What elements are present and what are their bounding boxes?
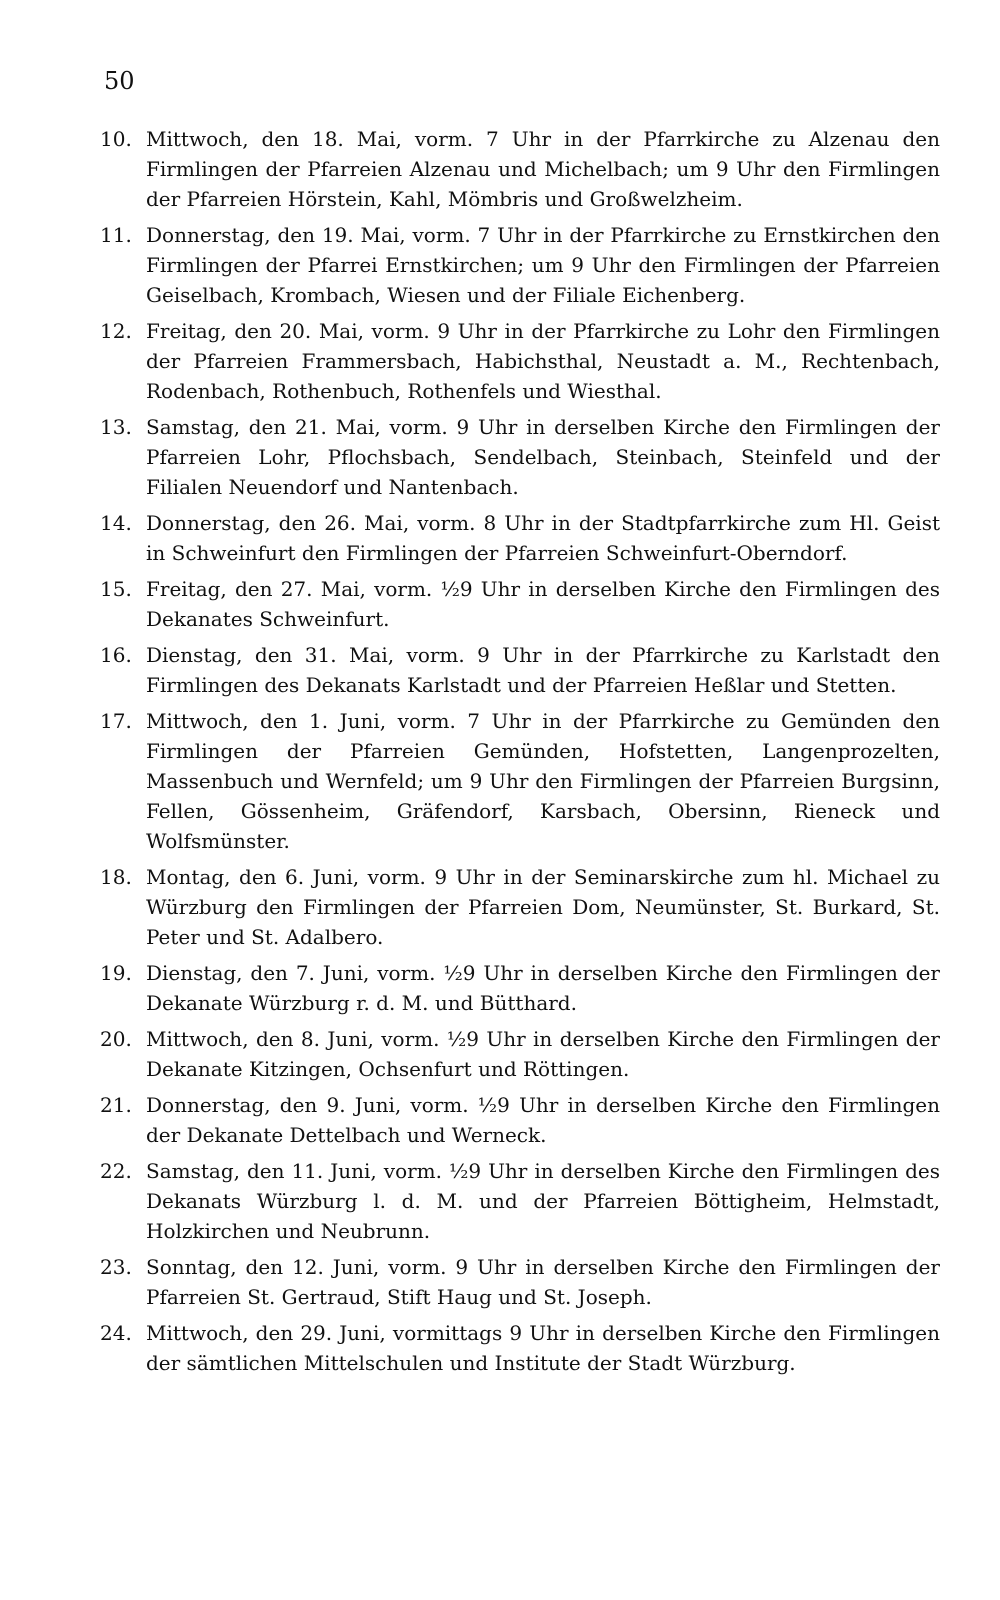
entry-number: 23. <box>100 1255 132 1279</box>
entry-text: Sonntag, den 12. Juni, vorm. 9 Uhr in derselben Kirche den Firmlingen der Pfarreien St. Gertraud, Stift Haug und St. Joseph. <box>146 1255 940 1309</box>
entry-number: 14. <box>100 511 132 535</box>
entry-number: 10. <box>100 127 132 151</box>
schedule-entry <box>100 1156 940 1246</box>
entry-number: 22. <box>100 1159 132 1183</box>
schedule-entry <box>100 1318 940 1378</box>
schedule-entry <box>100 1024 940 1084</box>
entry-text: Montag, den 6. Juni, vorm. 9 Uhr in der Seminarskirche zum hl. Michael zu Würzburg den Firmlingen der Pfarreien Dom, Neumünster, St. Burkard, St. Peter und St. Adalbero. <box>146 865 940 949</box>
schedule-entry <box>100 640 940 700</box>
schedule-entry <box>100 124 940 214</box>
entry-number: 20. <box>100 1027 132 1051</box>
entry-number: 12. <box>100 319 132 343</box>
entry-text: Mittwoch, den 8. Juni, vorm. ½9 Uhr in derselben Kirche den Firmlingen der Dekanate Kitzingen, Ochsenfurt und Röttingen. <box>146 1027 940 1081</box>
entry-number: 18. <box>100 865 132 889</box>
entry-text: Donnerstag, den 9. Juni, vorm. ½9 Uhr in derselben Kirche den Firmlingen der Dekanate Dettelbach und Werneck. <box>146 1093 940 1147</box>
entry-number: 17. <box>100 709 132 733</box>
entry-text: Samstag, den 11. Juni, vorm. ½9 Uhr in derselben Kirche den Firmlingen des Dekanats Würzburg l. d. M. und der Pfarreien Böttigheim, Helmstadt, Holzkirchen und Neubrunn. <box>146 1159 940 1243</box>
schedule-entry <box>100 316 940 406</box>
entry-number: 13. <box>100 415 132 439</box>
entry-text: Freitag, den 27. Mai, vorm. ½9 Uhr in derselben Kirche den Firmlingen des Dekanates Schweinfurt. <box>146 577 940 631</box>
schedule-entry <box>100 958 940 1018</box>
schedule-entry <box>100 574 940 634</box>
schedule-entry <box>100 220 940 310</box>
schedule-entry <box>100 862 940 952</box>
page-number: 50 <box>104 67 135 95</box>
entry-number: 21. <box>100 1093 132 1117</box>
entry-text: Donnerstag, den 26. Mai, vorm. 8 Uhr in der Stadtpfarrkirche zum Hl. Geist in Schweinfurt den Firmlingen der Pfarreien Schweinfurt-Oberndorf. <box>146 511 940 565</box>
entry-text: Mittwoch, den 18. Mai, vorm. 7 Uhr in der Pfarrkirche zu Alzenau den Firmlingen der Pfarreien Alzenau und Michelbach; um 9 Uhr den Firmlingen der Pfarreien Hörstein, Kahl, Mömbris und Großwelzheim. <box>146 127 940 211</box>
entry-text: Mittwoch, den 1. Juni, vorm. 7 Uhr in der Pfarrkirche zu Gemünden den Firmlingen der Pfarreien Gemünden, Hofstetten, Langenprozelten, Massenbuch und Wernfeld; um 9 Uhr den Firmlingen der Pfarreien Burgsinn, Fellen, Gössenheim, Gräfendorf, Karsbach, Obersinn, Rieneck und Wolfsmünster. <box>146 709 940 853</box>
entry-number: 15. <box>100 577 132 601</box>
entry-text: Freitag, den 20. Mai, vorm. 9 Uhr in der Pfarrkirche zu Lohr den Firmlingen der Pfarreien Frammersbach, Habichsthal, Neustadt a. M., Rechtenbach, Rodenbach, Rothenbuch, Rothenfels und Wiesthal. <box>146 319 940 403</box>
entry-text: Samstag, den 21. Mai, vorm. 9 Uhr in derselben Kirche den Firmlingen der Pfarreien Lohr, Pflochsbach, Sendelbach, Steinbach, Steinfeld und der Filialen Neuendorf und Nantenbach. <box>146 415 940 499</box>
entry-text: Mittwoch, den 29. Juni, vormittags 9 Uhr in derselben Kirche den Firmlingen der sämtlichen Mittelschulen und Institute der Stadt Würzburg. <box>146 1321 940 1375</box>
schedule-entry <box>100 508 940 568</box>
schedule-entry <box>100 1252 940 1312</box>
entry-number: 11. <box>100 223 132 247</box>
entry-text: Dienstag, den 31. Mai, vorm. 9 Uhr in der Pfarrkirche zu Karlstadt den Firmlingen des Dekanats Karlstadt und der Pfarreien Heßlar und Stetten. <box>146 643 940 697</box>
schedule-entry <box>100 412 940 502</box>
entry-text: Donnerstag, den 19. Mai, vorm. 7 Uhr in der Pfarrkirche zu Ernstkirchen den Firmlingen der Pfarrei Ernstkirchen; um 9 Uhr den Firmlingen der Pfarreien Geiselbach, Krombach, Wiesen und der Filiale Eichenberg. <box>146 223 940 307</box>
confirmation-schedule-list <box>100 124 940 1384</box>
entry-number: 19. <box>100 961 132 985</box>
entry-number: 16. <box>100 643 132 667</box>
schedule-entry <box>100 1090 940 1150</box>
entry-text: Dienstag, den 7. Juni, vorm. ½9 Uhr in derselben Kirche den Firmlingen der Dekanate Würzburg r. d. M. und Bütthard. <box>146 961 940 1015</box>
entry-number: 24. <box>100 1321 132 1345</box>
schedule-entry <box>100 706 940 856</box>
